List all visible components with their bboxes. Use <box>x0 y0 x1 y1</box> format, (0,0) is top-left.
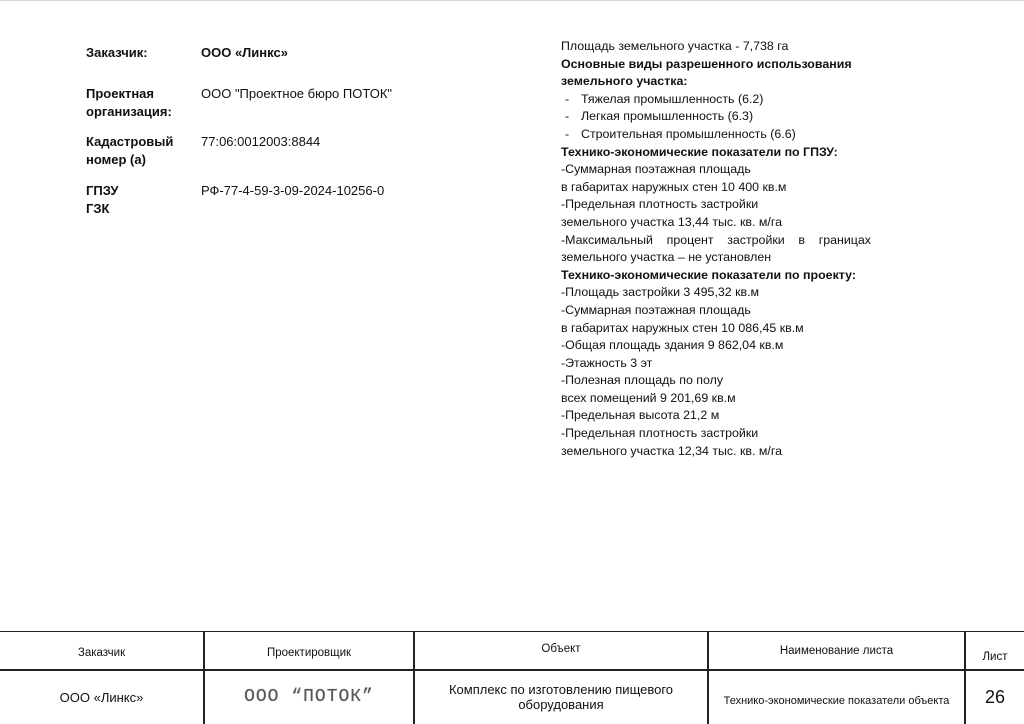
sheet-name-value-cell: Технико-экономические показатели объекта <box>723 695 950 707</box>
sheet-header: Лист <box>982 651 1008 663</box>
uses-heading-line2: земельного участка: <box>561 74 688 89</box>
cadastral-label: Кадастровый номер (а) <box>86 134 174 167</box>
design-org-label: Проектная организация: <box>86 86 172 119</box>
use-item: - Легкая промышленность (6.3) <box>565 109 754 124</box>
gpzu-indicator: в габаритах наружных стен 10 400 кв.м <box>561 179 787 194</box>
project-indicator: -Площадь застройки 3 495,32 кв.м <box>561 285 760 300</box>
customer-value-cell: ООО «Линкс» <box>59 689 144 705</box>
gpzu-indicator: -Суммарная поэтажная площадь <box>561 162 751 177</box>
gpzu-indicator: земельного участка – не установлен <box>561 250 772 265</box>
cadastral-value: 77:06:0012003:8844 <box>201 134 321 149</box>
uses-heading-line1: Основные виды разрешенного использования <box>561 56 852 71</box>
title-block <box>0 631 1024 724</box>
project-indicator: -Общая площадь здания 9 862,04 кв.м <box>561 338 784 353</box>
object-header: Объект <box>541 643 581 655</box>
gpzu-label: ГПЗУ ГЗК <box>86 183 119 216</box>
project-indicator: в габаритах наружных стен 10 086,45 кв.м <box>561 320 804 335</box>
page-top-border <box>0 0 1024 1</box>
gpzu-indicator: земельного участка 13,44 тыс. кв. м/га <box>561 214 782 229</box>
designer-header: Проектировщик <box>266 647 352 659</box>
customer-header: Заказчик <box>77 647 126 659</box>
use-item: - Строительная промышленность (6.6) <box>565 126 796 141</box>
project-indicator: -Этажность 3 эт <box>561 355 653 370</box>
use-item: - Тяжелая промышленность (6.2) <box>565 91 764 106</box>
project-indicator: -Суммарная поэтажная площадь <box>561 302 751 317</box>
project-indicator: -Предельная высота 21,2 м <box>561 408 720 423</box>
project-indicator: земельного участка 12,34 тыс. кв. м/га <box>561 443 782 458</box>
plot-area: Площадь земельного участка - 7,738 га <box>561 39 789 53</box>
sheet-name-header: Наименование листа <box>779 645 894 657</box>
design-org-value: ООО "Проектное бюро ПОТОК" <box>201 86 393 101</box>
object-value-cell: Комплекс по изготовлению пищевого оборудования <box>448 682 674 712</box>
technical-indicators <box>561 38 871 460</box>
customer-value: ООО «Линкс» <box>201 45 288 60</box>
sheet-number: 26 <box>984 686 1006 707</box>
gpzu-value: РФ-77-4-59-3-09-2024-10256-0 <box>201 183 385 198</box>
project-indicator: всех помещений 9 201,69 кв.м <box>561 390 736 405</box>
project-indicator: -Полезная площадь по полу <box>561 373 724 388</box>
customer-label: Заказчик: <box>86 45 148 60</box>
gpzu-indicator: -Предельная плотность застройки <box>561 197 759 212</box>
designer-logo: ООО “ПОТОК” <box>244 687 374 707</box>
gpzu-indicators-heading: Технико-экономические показатели по ГПЗУ: <box>561 144 838 159</box>
project-indicators-heading: Технико-экономические показатели по проекту: <box>561 267 857 282</box>
project-indicator: -Предельная плотность застройки <box>561 426 759 441</box>
gpzu-indicator: -Максимальный процент застройки в границах <box>561 232 871 247</box>
